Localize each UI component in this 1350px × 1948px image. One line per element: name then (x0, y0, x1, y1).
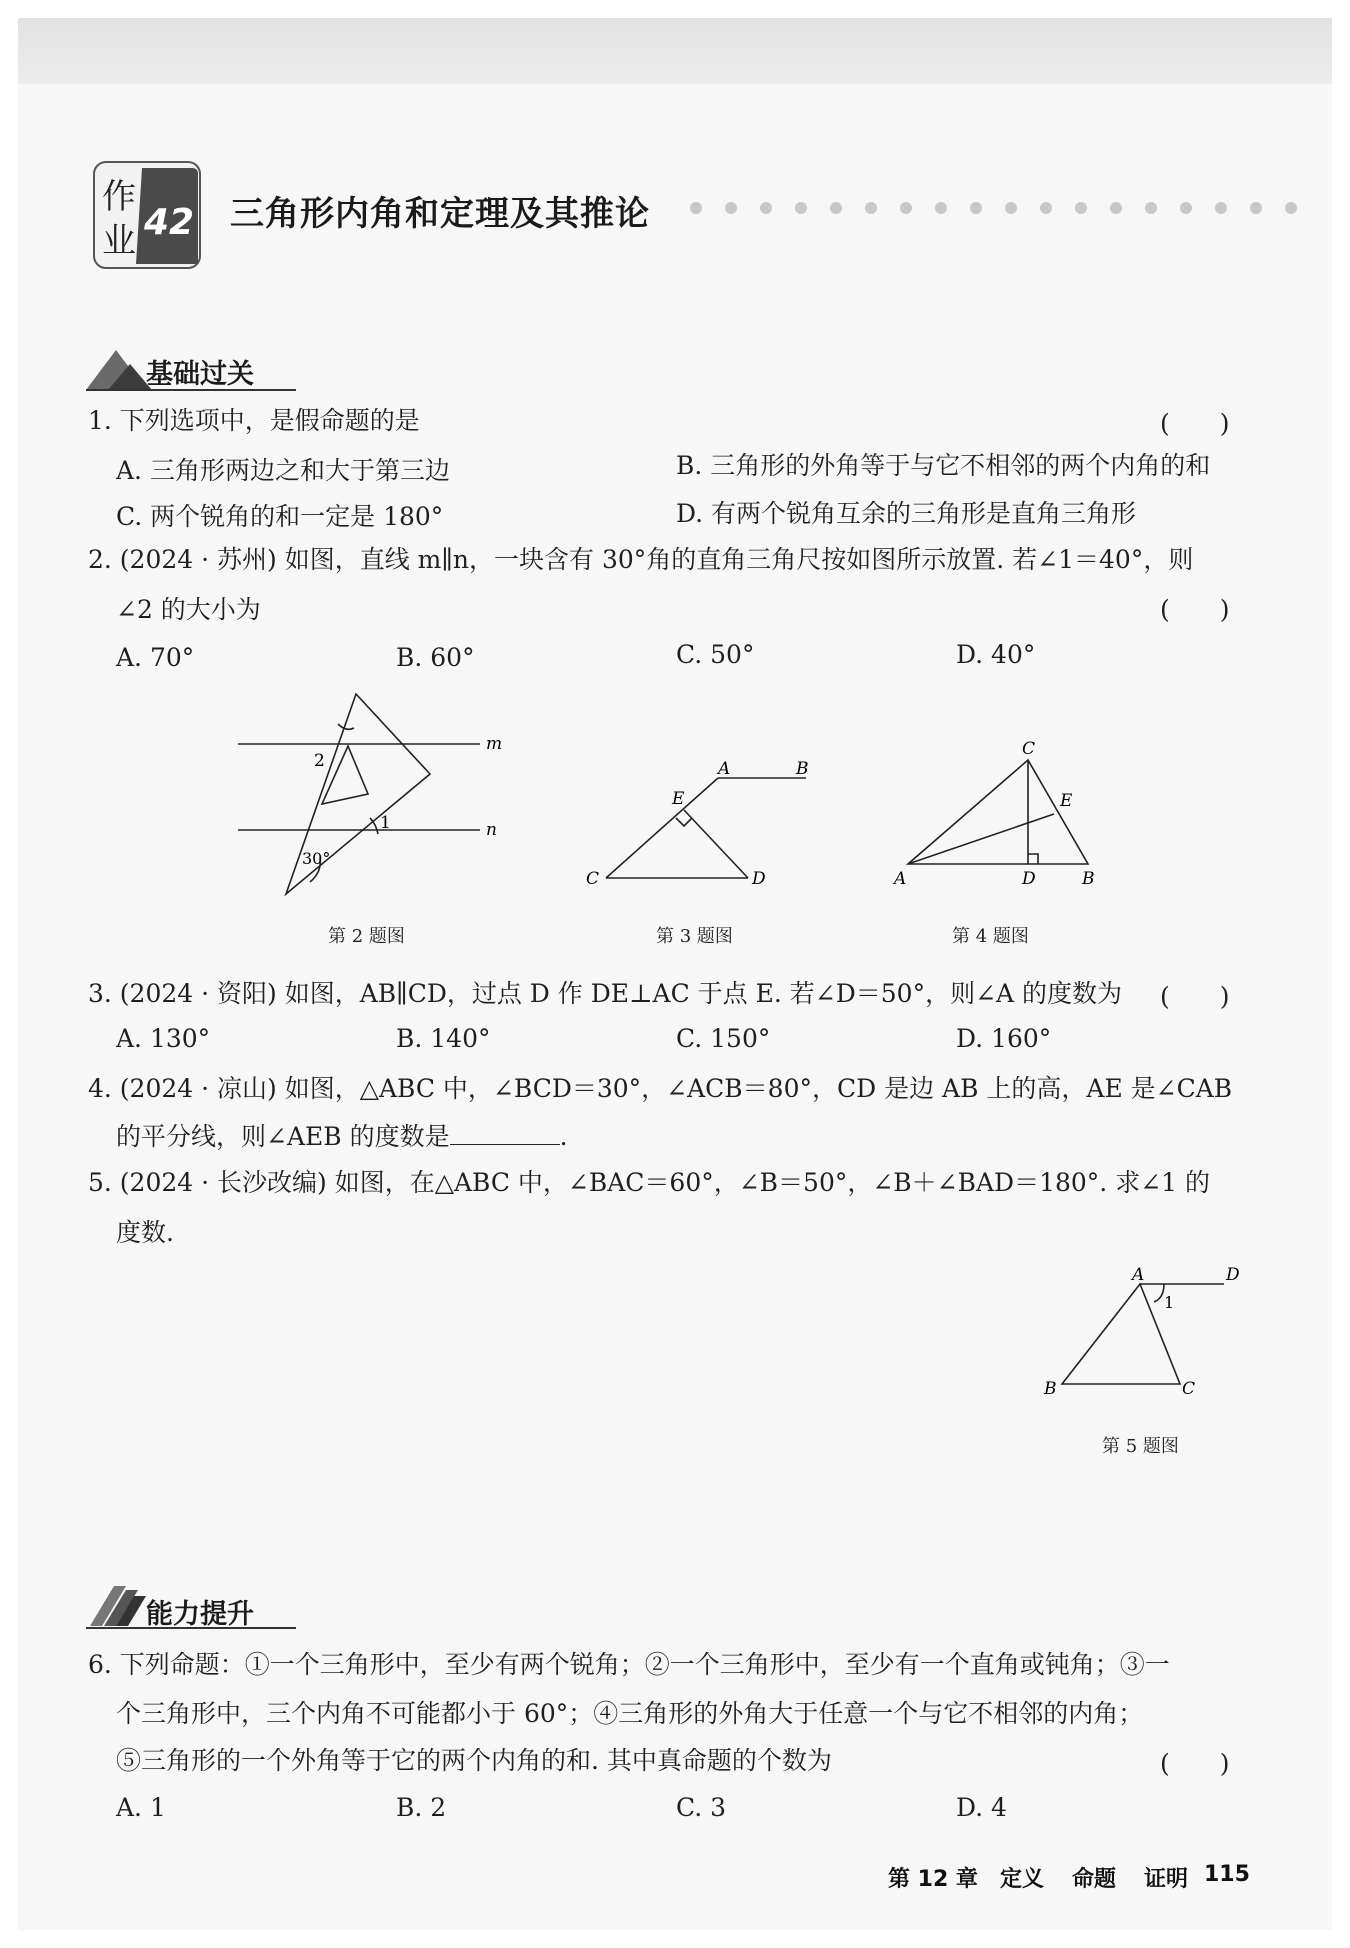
footer-chapter: 第 12 章 (888, 1867, 978, 1892)
title-dots (688, 200, 1328, 216)
fig5-label-C: C (1182, 1379, 1196, 1399)
q5-line2: 度数. (116, 1218, 174, 1247)
section-advanced-title: 能力提升 (146, 1599, 254, 1630)
q6-line2: 个三角形中，三个内角不可能都小于 60°；④三角形的外角大于任意一个与它不相邻的内角； (116, 1699, 1144, 1728)
q4-answer-blank[interactable] (450, 1122, 560, 1145)
q4-line2-end: . (559, 1122, 568, 1151)
q2-line1: 2. (2024 · 苏州) 如图，直线 m∥n，一块含有 30°角的直角三角尺按如图所示放置. 若∠1＝40°，则 (88, 545, 1194, 574)
q1-bracket: ( ) (1160, 409, 1230, 438)
q2-line2: ∠2 的大小为 (116, 595, 261, 624)
q5-line1: 5. (2024 · 长沙改编) 如图，在△ABC 中，∠BAC＝60°，∠B＝50°，∠B＋∠BAD＝180°. 求∠1 的 (88, 1168, 1210, 1197)
fig2-caption: 第 2 题图 (328, 926, 405, 947)
fig5-label-angle1: 1 (1164, 1293, 1175, 1312)
fig3-label-C: C (586, 869, 600, 889)
q2-option-c: C. 50° (676, 640, 755, 669)
fig4-caption: 第 4 题图 (952, 926, 1029, 947)
footer-term-proposition: 命题 (1072, 1867, 1117, 1892)
fig5-label-A: A (1132, 1265, 1145, 1285)
badge-bottom-char: 业 (102, 221, 136, 261)
page-title: 三角形内角和定理及其推论 (230, 194, 650, 234)
q2-option-d: D. 40° (956, 640, 1036, 669)
q3-option-c: C. 150° (676, 1024, 771, 1053)
badge-number: 42 (144, 202, 195, 243)
q1-option-b: B. 三角形的外角等于与它不相邻的两个内角的和 (676, 451, 1211, 480)
figure-3 (576, 748, 816, 898)
q4-line2-wrap (116, 1120, 568, 1154)
page-number: 115 (1204, 1862, 1250, 1887)
fig3-caption: 第 3 题图 (656, 926, 733, 947)
scan-top-band (18, 18, 1332, 84)
fig4-label-C: C (1022, 739, 1036, 759)
q2-option-a: A. 70° (116, 643, 195, 672)
badge-top-char: 作 (102, 177, 136, 217)
q6-line3: ⑤三角形的一个外角等于它的两个内角的和. 其中真命题的个数为 (116, 1746, 832, 1775)
q4-line1: 4. (2024 · 凉山) 如图，△ABC 中，∠BCD＝30°，∠ACB＝80°，CD 是边 AB 上的高，AE 是∠CAB (88, 1074, 1233, 1103)
footer-term-definition: 定义 (1000, 1867, 1045, 1892)
fig5-caption: 第 5 题图 (1102, 1436, 1179, 1457)
q6-bracket: ( ) (1160, 1749, 1230, 1778)
q1-option-d: D. 有两个锐角互余的三角形是直角三角形 (676, 499, 1137, 528)
q3-bracket: ( ) (1160, 982, 1230, 1011)
triangle-inner (322, 746, 368, 804)
fig3-label-D: D (752, 869, 766, 889)
fig4-label-A: A (894, 869, 907, 889)
footer-term-proof: 证明 (1144, 1867, 1189, 1892)
q2-option-b: B. 60° (396, 643, 475, 672)
q1-option-a: A. 三角形两边之和大于第三边 (116, 456, 450, 485)
label-angle30: 30° (302, 849, 331, 868)
q1-option-c: C. 两个锐角的和一定是 180° (116, 502, 444, 531)
q6-option-c: C. 3 (676, 1793, 727, 1822)
label-n: n (486, 820, 497, 840)
q3-option-b: B. 140° (396, 1024, 491, 1053)
fig4-label-D: D (1022, 869, 1036, 889)
q3-option-a: A. 130° (116, 1024, 211, 1053)
label-angle1: 1 (380, 813, 391, 833)
fig3-label-E: E (672, 789, 685, 809)
q6-option-b: B. 2 (396, 1793, 447, 1822)
figure-2 (230, 686, 520, 906)
figure-5 (1036, 1262, 1256, 1402)
q6-option-d: D. 4 (956, 1793, 1007, 1822)
q3-stem: 3. (2024 · 资阳) 如图，AB∥CD，过点 D 作 DE⊥AC 于点 E. 若∠D＝50°，则∠A 的度数为 (88, 979, 1123, 1008)
fig4-label-B: B (1082, 869, 1095, 889)
q4-line2: 的平分线，则∠AEB 的度数是 (116, 1122, 450, 1151)
fig4-label-E: E (1060, 791, 1073, 811)
fig5-label-B: B (1044, 1379, 1057, 1399)
fig3-label-A: A (718, 759, 731, 779)
q2-bracket: ( ) (1160, 595, 1230, 624)
fig3-label-B: B (796, 759, 809, 779)
figure-4 (880, 736, 1120, 896)
q3-option-d: D. 160° (956, 1024, 1052, 1053)
homework-badge (92, 160, 202, 270)
section-basic-title: 基础过关 (146, 359, 254, 390)
q6-option-a: A. 1 (116, 1793, 166, 1822)
q6-line1: 6. 下列命题：①一个三角形中，至少有两个锐角；②一个三角形中，至少有一个直角或钝角；③一 (88, 1650, 1170, 1679)
label-m: m (486, 734, 503, 754)
label-angle2: 2 (314, 751, 325, 771)
q1-stem: 1. 下列选项中，是假命题的是 (88, 406, 420, 435)
fig5-label-D: D (1226, 1265, 1240, 1285)
